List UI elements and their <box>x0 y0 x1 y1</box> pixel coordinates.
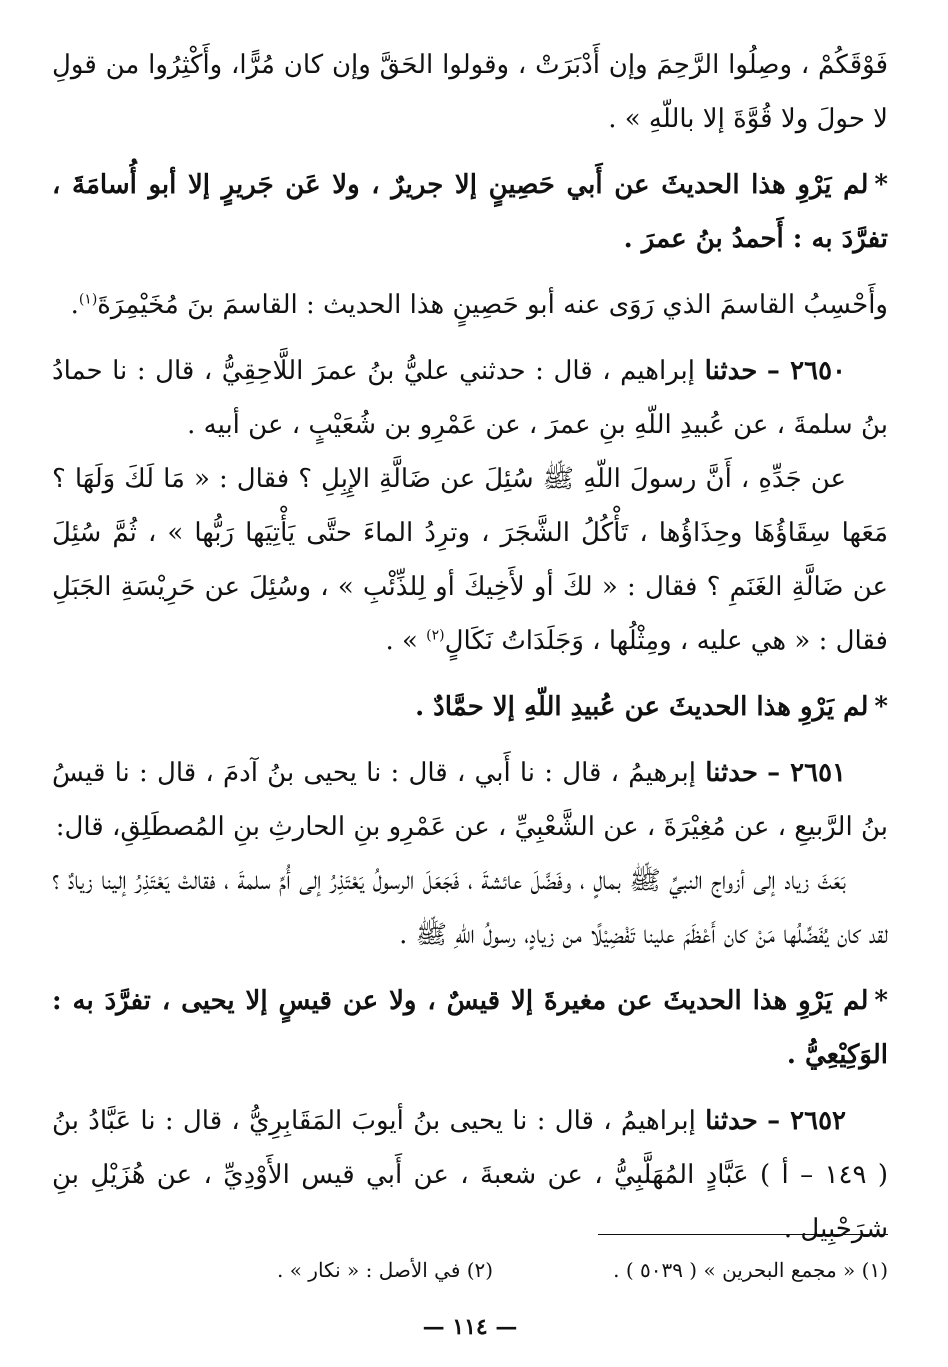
footnote-1: (١) « مجمع البحرين » ( ٥٠٣٩ ) . <box>613 1258 888 1282</box>
star-marker: * <box>874 986 888 1016</box>
paragraph-continuation <box>52 38 888 146</box>
hadith-lead: حدثنا <box>705 758 758 788</box>
text: إبرهيمُ ، قال : نا أَبي ، قال : نا يحيى بنُ آدمَ ، قال : نا قيسُ بنُ الرَّبيعِ ، عن مُغِيْرَةَ ، عن الشَّعْبِيِّ ، عن عَمْرِو بنِ الحارثِ بنِ المُصطَلِقِ، قال: <box>52 758 888 842</box>
hadith-2650-isnad <box>52 344 888 452</box>
page-body <box>52 38 888 1367</box>
text: . <box>70 290 79 320</box>
commentary-note <box>52 278 888 332</box>
footnotes <box>52 1254 888 1286</box>
text: وأَحْسِبُ القاسمَ الذي رَوَى عنه أبو حَصِينٍ هذا الحديث : القاسمَ بنَ مُخَيْمِرَةَ <box>97 290 888 320</box>
hadith-2651-matn <box>52 854 888 962</box>
hadith-lead: حدثنا <box>705 1106 758 1136</box>
footnote-ref: (١) <box>78 291 98 308</box>
hadith-lead: حدثنا <box>704 356 758 386</box>
hadith-number: ٢٦٥٢ – <box>767 1106 847 1136</box>
text: بَعَثَ زياد إلى أزواج النبيِّ ﷺ بمالٍ ، وفَضَّلَ عائشةَ ، فَجَعَلَ الرسولُ يَعْتَذِرُ إلى أُمِّ سلمةَ ، فقالتْ يَعْتَذِرُ إلينا زيادٌ ؟ لقد كان يُفَضِّلُها مَنْ كان أَعْظَمَ علينا تَفْضِيْلًا من زيادٍ، رسولُ اللّهِ ﷺ . <box>52 866 888 950</box>
hadith-2651-isnad <box>52 746 888 854</box>
hadith-number: ٢٦٥١ – <box>767 758 847 788</box>
page-number: — ١١٤ — <box>422 1314 518 1340</box>
hadith-2652-isnad <box>52 1094 888 1256</box>
text: لم يَرْوِ هذا الحديثَ عن أَبي حَصِينٍ إلا جريرٌ ، ولا عَن جَريرٍ إلا أبو أُسامَةَ ، تفرَّدَ به : أَحمدُ بنُ عمرَ . <box>52 170 888 254</box>
commentary-note <box>52 158 888 266</box>
footnote-2: (٢) في الأصل : « نكار » . <box>276 1258 494 1282</box>
star-marker: * <box>874 170 888 200</box>
footnote-divider <box>598 1234 888 1235</box>
text: لم يَرْوِ هذا الحديثَ عن عُبيدِ اللّهِ إلا حمَّادٌ . <box>415 692 869 722</box>
text: » . <box>385 626 418 656</box>
star-marker: * <box>874 692 888 722</box>
commentary-note <box>52 974 888 1082</box>
hadith-number: ٢٦٥٠ – <box>766 356 847 386</box>
text: إبراهيمُ ، قال : نا يحيى بنُ أيوبَ المَقَابِرِيُّ ، قال : نا عَبَّادُ بنُ ( ١٤٩ – أ ) عَبَّادٍ المُهَلَّبِيُّ ، عن شعبةَ ، عن أَبي قيس الأَوْدِيِّ ، عن هُزَيْلِ بنِ شرَحْبِيل . <box>52 1106 888 1244</box>
footnote-ref: (٢) <box>426 627 445 644</box>
text: عن جَدِّهِ ، أَنَّ رسولَ اللّهِ ﷺ سُئِلَ عن ضَالَّةِ الإِبِلِ ؟ فقال : « مَا لَكَ وَلَهَا ؟ مَعَها سِقَاؤُهَا وحِذَاؤُها ، تَأْكُلُ الشَّجَرَ ، وترِدُ الماءَ حتَّى يَأْتِيَها رَبُّها » ، ثُمَّ سُئِلَ عن ضَالَّةِ الغَنَمِ ؟ فقال : « لكَ أو لأَخِيكَ أو لِلذِّئْبِ » ، وسُئِلَ عن حَرِيْسَةِ الجَبَلِ فقال : « هي عليه ، ومِثْلُها ، وَجَلَدَاتُ نَكَالٍ <box>52 464 888 656</box>
hadith-2650-matn <box>52 452 888 668</box>
commentary-note <box>52 680 888 734</box>
text: إبراهيم ، قال : حدثني عليُّ بنُ عمرَ اللَّاحِقِيُّ ، قال : نا حمادُ بنُ سلمةَ ، عن عُبيدِ اللّهِ بنِ عمرَ ، عن عَمْرِو بن شُعَيْبٍ ، عن أبيه . <box>52 356 888 440</box>
text: لم يَرْوِ هذا الحديثَ عن مغيرةَ إلا قيسٌ ، ولا عن قيسٍ إلا يحيى ، تفرَّدَ به : الوَكِيْعِيُّ . <box>52 986 888 1070</box>
text: فَوْقَكُمْ ، وصِلُوا الرَّحِمَ وإن أَدْبَرَتْ ، وقولوا الحَقَّ وإن كان مُرًّا، وأَكْثِرُوا من قولِ لا حولَ ولا قُوَّةَ إلا باللّهِ » . <box>52 50 888 134</box>
